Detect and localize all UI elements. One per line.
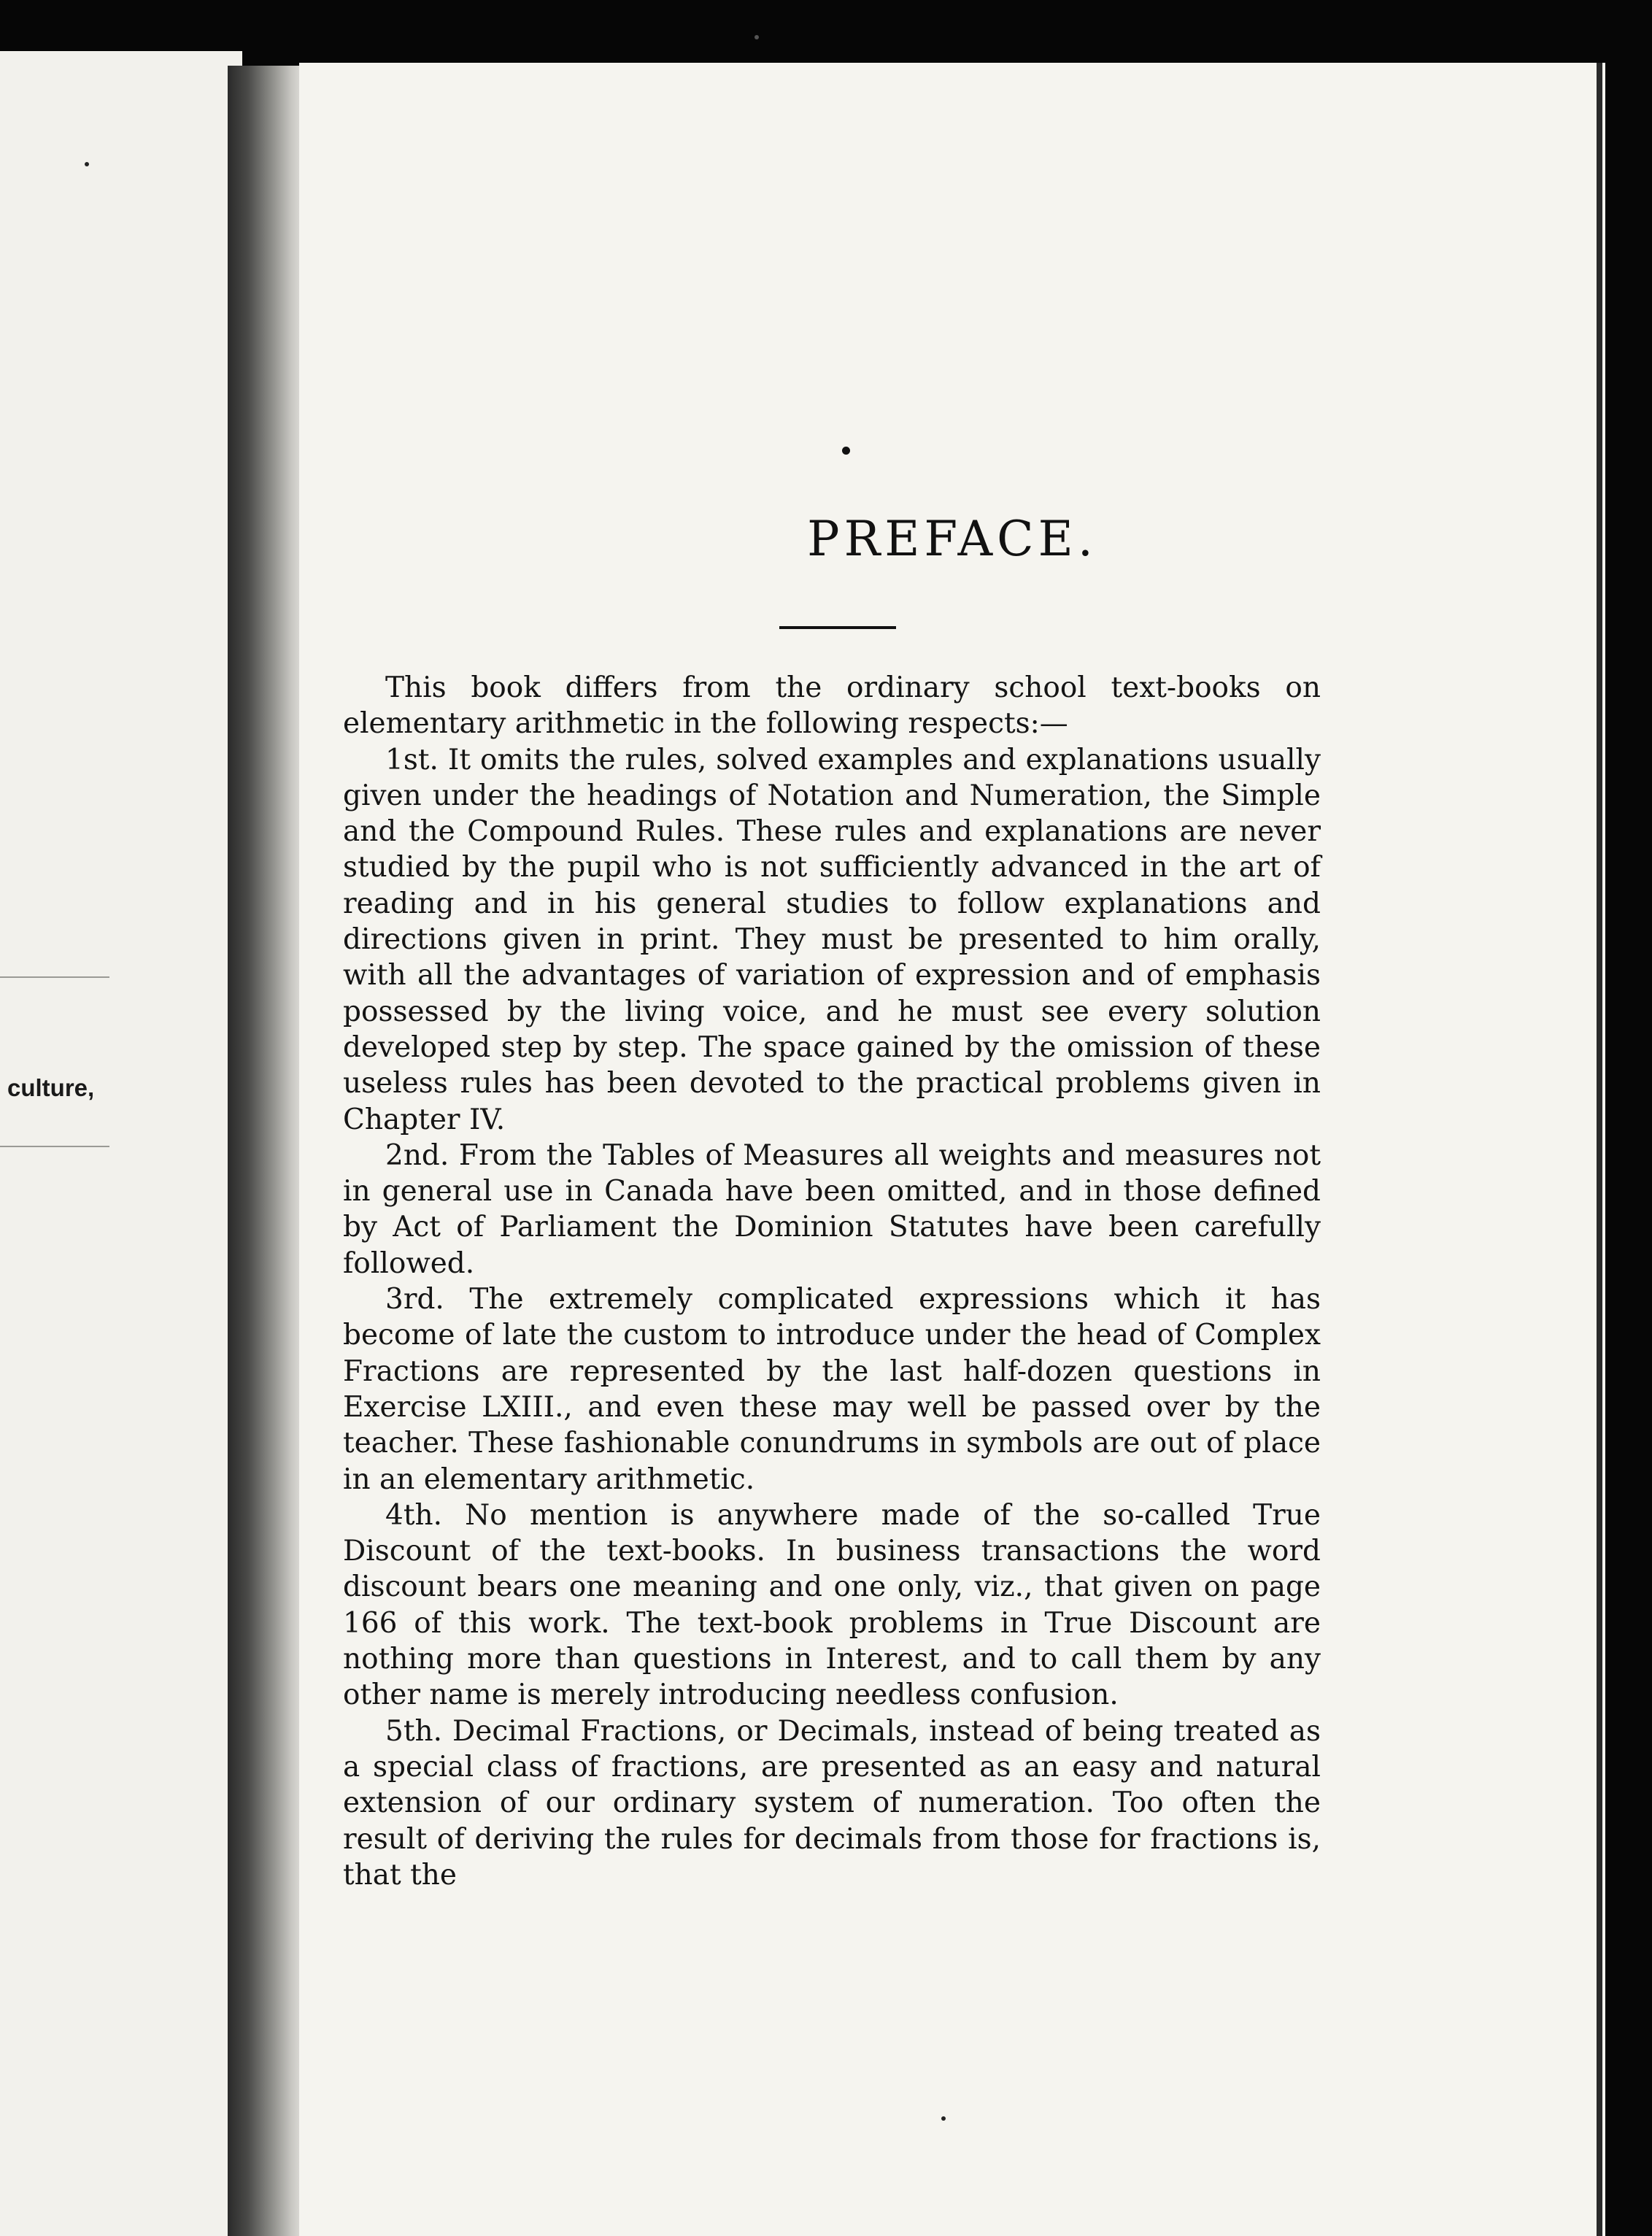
book-gutter-shadow — [228, 66, 308, 2236]
paragraph-second-point: 2nd. From the Tables of Measures all weights and measures not in general use in Canada have been omitted, and in those defined by Act of Parliament the Dominion Statutes have been carefully followed. — [343, 1138, 1321, 1280]
page-title: PREFACE. — [807, 511, 1097, 567]
left-page-rule-bottom — [0, 1146, 109, 1147]
scan-speck — [754, 35, 759, 39]
ornament-dot — [842, 447, 850, 455]
paragraph-intro: This book differs from the ordinary school text-books on elementary arithmetic in the following respects:— — [343, 671, 1321, 741]
paragraph-third-point: 3rd. The extremely complicated expressions which it has become of late the custom to introduce under the head of Complex Fractions are represented by the last half-dozen questions in Exercise LXIII., and even these may well be passed over by the teacher. These fashionable conundrums in symbols are out of place in an elementary arithmetic. — [343, 1283, 1321, 1496]
left-page-text-fragment: culture, — [7, 1074, 95, 1101]
preface-body — [343, 670, 1321, 1893]
paragraph-first-point: 1st. It omits the rules, solved examples and explanations usually given under the headings of Notation and Numeration, the Simple and the Compound Rules. These rules and explanations are never studied by the pupil who is not sufficiently advanced in the art of reading and in his general studies to follow explanations and directions given in print. They must be presented to him orally, with all the advantages of variation of expression and of emphasis possessed by the living voice, and he must see every solution developed step by step. The space gained by the omission of these useless rules has been devoted to the practical problems given in Chapter IV. — [343, 743, 1321, 1136]
paragraph-fourth-point: 4th. No mention is anywhere made of the so-called True Discount of the text-books. In business transactions the word discount bears one meaning and one only, viz., that given on page 166 of this work. The text-book problems in True Discount are nothing more than questions in Interest, and to call them by any other name is merely introducing needless confusion. — [343, 1498, 1321, 1712]
left-page — [0, 51, 242, 2236]
scan-speck — [85, 162, 89, 166]
left-page-rule-top — [0, 976, 109, 978]
paragraph-fifth-point: 5th. Decimal Fractions, or Decimals, instead of being treated as a special class of fractions, are presented as an easy and natural extension of our ordinary system of numeration. Too often the result of deriving the rules for decimals from those for fractions is, that the — [343, 1714, 1321, 1892]
scan-speck — [941, 2116, 946, 2121]
title-underline — [779, 626, 896, 629]
right-page-edge — [1597, 63, 1602, 2236]
